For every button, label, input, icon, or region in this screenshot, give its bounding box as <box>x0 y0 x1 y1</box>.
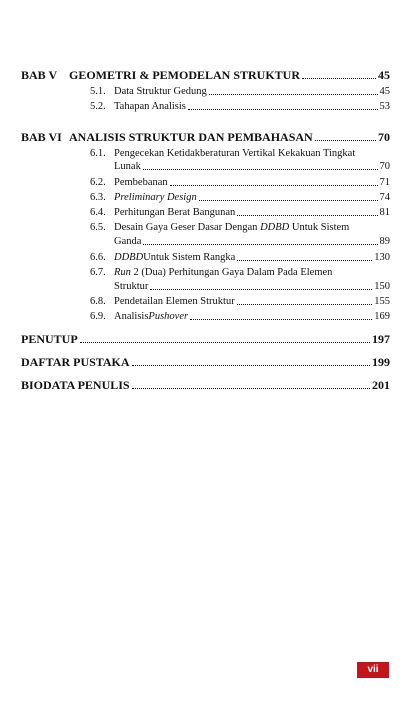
entry-page: 130 <box>374 252 390 263</box>
chapter-label: BAB V <box>21 68 58 82</box>
entry-title: Untuk Sistem Rangka <box>143 252 236 263</box>
chapter-title: PENUTUP <box>21 332 78 346</box>
entry-title-italic: DDBD <box>114 252 144 263</box>
dot-leader <box>237 215 377 216</box>
toc-entry-5-1[interactable] <box>21 85 390 98</box>
chapter-page: 197 <box>372 332 390 346</box>
dot-leader <box>315 140 376 141</box>
dot-leader <box>143 169 378 170</box>
toc-penutup[interactable] <box>21 332 390 346</box>
dot-leader <box>190 319 372 320</box>
entry-number: 5.1. <box>90 86 106 97</box>
chapter-title: ANALISIS STRUKTUR DAN PEMBAHASAN <box>69 130 313 144</box>
toc-entry-5-2[interactable] <box>21 100 390 113</box>
entry-title-part: 2 (Dua) Perhitungan Gaya Dalam Pada Elemen <box>130 267 333 278</box>
entry-number: 6.6. <box>90 252 106 263</box>
toc-entry-6-9[interactable] <box>21 310 390 323</box>
toc-entry-6-5[interactable] <box>21 221 390 234</box>
entry-title-italic: Run <box>114 267 131 278</box>
entry-title-line2: Struktur <box>114 281 149 292</box>
toc-entry-6-1[interactable] <box>21 147 390 160</box>
entry-number: 6.8. <box>90 296 106 307</box>
entry-title: Tahapan Analisis <box>114 101 186 112</box>
toc-entry-6-6[interactable] <box>21 251 390 264</box>
chapter-page: 45 <box>378 68 390 82</box>
dot-leader <box>199 200 378 201</box>
dot-leader <box>80 342 370 343</box>
entry-title-line2: Lunak <box>114 161 141 172</box>
entry-number: 5.2. <box>90 101 106 112</box>
entry-number: 6.9. <box>90 311 106 322</box>
dot-leader <box>170 185 378 186</box>
toc-entry-6-5-cont[interactable] <box>114 235 390 248</box>
entry-title: Preliminary Design <box>114 192 197 203</box>
dot-leader <box>150 289 372 290</box>
entry-page: 169 <box>374 311 390 322</box>
entry-page: 53 <box>379 101 390 112</box>
chapter-page: 199 <box>372 355 390 369</box>
entry-page: 89 <box>379 236 390 247</box>
entry-number: 6.1. <box>90 148 106 159</box>
entry-title-italic: DDBD <box>260 222 290 233</box>
page-number-badge: vii <box>357 662 389 678</box>
entry-number: 6.7. <box>90 267 106 278</box>
entry-number: 6.5. <box>90 222 106 233</box>
dot-leader <box>143 244 377 245</box>
toc-biodata[interactable] <box>21 378 390 392</box>
dot-leader <box>132 365 370 366</box>
dot-leader <box>302 78 376 79</box>
entry-title-line1: Pengecekan Ketidakberaturan Vertikal Kekakuan Tingkat <box>114 148 356 159</box>
toc-chapter-6[interactable] <box>21 130 390 144</box>
toc-entry-6-7[interactable] <box>21 266 390 279</box>
entry-page: 155 <box>374 296 390 307</box>
chapter-title: GEOMETRI & PEMODELAN STRUKTUR <box>69 68 301 82</box>
entry-title-line2: Ganda <box>114 236 142 247</box>
chapter-page: 201 <box>372 378 390 392</box>
toc-entry-6-8[interactable] <box>21 295 390 308</box>
entry-title: Pembebanan <box>114 177 168 188</box>
entry-page: 45 <box>379 86 390 97</box>
entry-page: 150 <box>374 281 390 292</box>
entry-title: Pendetailan Elemen Struktur <box>114 296 235 307</box>
entry-number: 6.4. <box>90 207 106 218</box>
toc-entry-6-2[interactable] <box>21 176 390 189</box>
toc-entry-6-1-cont[interactable] <box>114 160 390 173</box>
toc-entry-6-4[interactable] <box>21 206 390 219</box>
dot-leader <box>209 94 378 95</box>
entry-title-italic: Pushover <box>148 311 189 322</box>
entry-title-part: Untuk Sistem <box>289 222 350 233</box>
dot-leader <box>132 388 370 389</box>
dot-leader <box>188 109 378 110</box>
toc-entry-6-3[interactable] <box>21 191 390 204</box>
toc-entry-6-7-cont[interactable] <box>114 280 390 293</box>
chapter-title: DAFTAR PUSTAKA <box>21 355 130 369</box>
entry-page: 74 <box>379 192 390 203</box>
entry-page: 70 <box>379 161 390 172</box>
dot-leader <box>237 304 373 305</box>
toc-daftar-pustaka[interactable] <box>21 355 390 369</box>
entry-number: 6.3. <box>90 192 106 203</box>
entry-page: 81 <box>379 207 390 218</box>
entry-title: Analisis <box>114 311 149 322</box>
entry-title: Data Struktur Gedung <box>114 86 207 97</box>
entry-title: Perhitungan Berat Bangunan <box>114 207 236 218</box>
toc-chapter-5[interactable] <box>21 68 390 82</box>
chapter-title: BIODATA PENULIS <box>21 378 130 392</box>
chapter-label: BAB VI <box>21 130 62 144</box>
entry-number: 6.2. <box>90 177 106 188</box>
chapter-page: 70 <box>378 130 390 144</box>
dot-leader <box>237 260 372 261</box>
entry-title-part: Desain Gaya Geser Dasar Dengan <box>114 222 261 233</box>
entry-page: 71 <box>379 177 390 188</box>
